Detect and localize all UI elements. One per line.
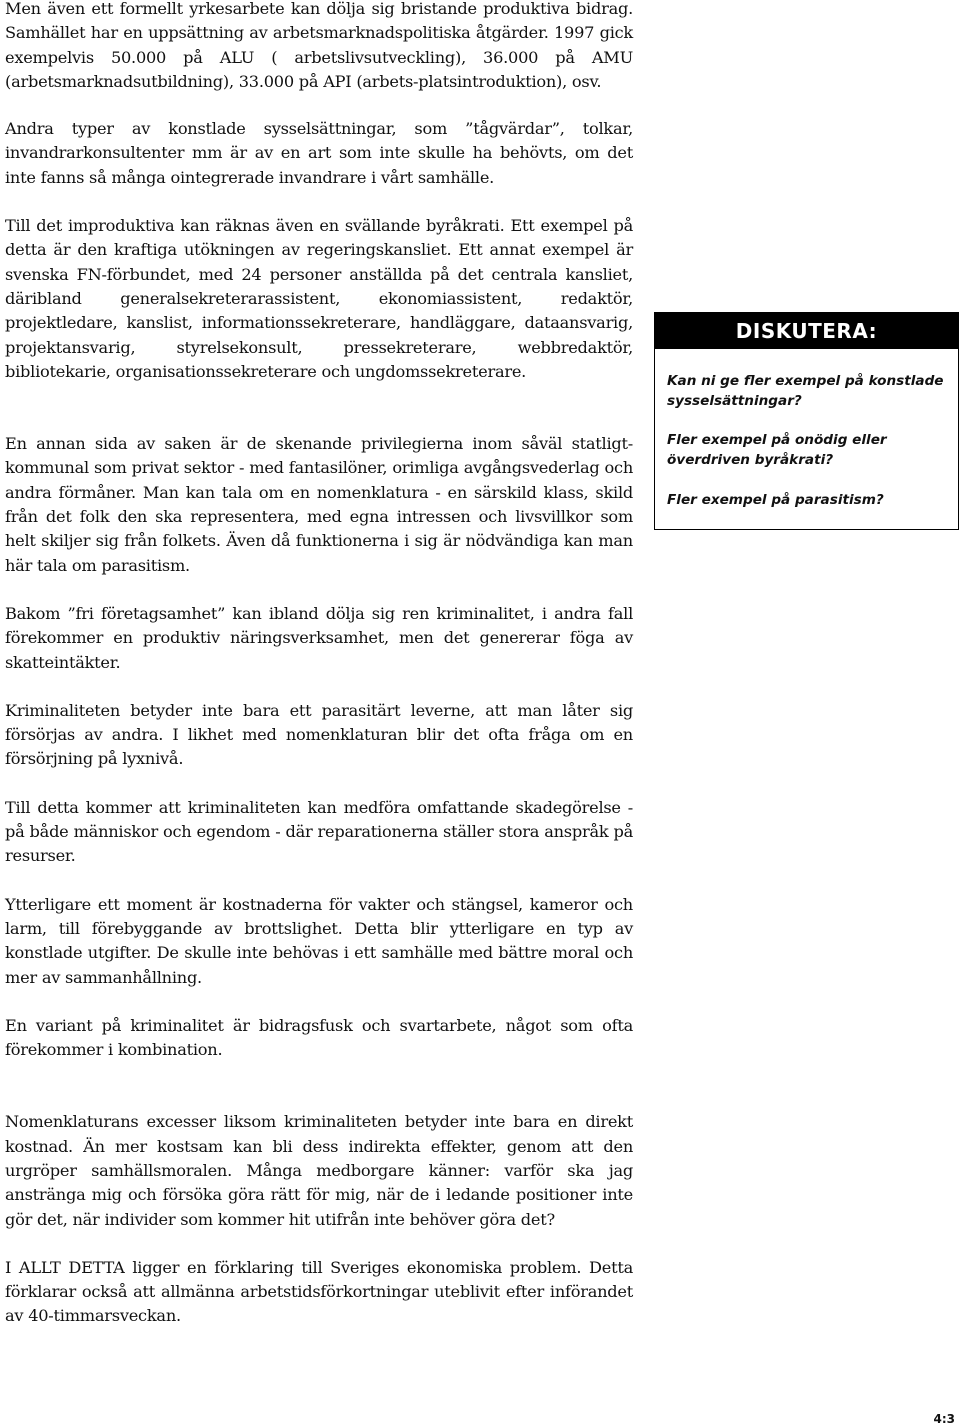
discussion-box [654,312,959,530]
paragraph-10: Nomenklaturans excesser liksom kriminaliteten betyder inte bara en direkt kostnad. Än mer kostsam kan bli dess indirekta effekter, genom att den urgröper samhällsmoralen. Många medborgare känner: varför ska jag anstränga mig och försöka göra rätt för mig, när de i ledande positioner inte gör det, när individer som kommer hit utifrån inte behöver göra det? [5,1112,633,1229]
main-text-column [5,0,633,1329]
discussion-question-3: Fler exempel på parasitism? [667,492,884,508]
paragraph-4: En annan sida av saken är de skenande privilegierna inom såväl statligt-kommunal som privat sektor - med fantasilöner, orimliga avgångsvederlag och andra förmåner. Man kan tala om en nomenklatura - en särskild klass, skild från det folk den ska representera, med egna intressen och livsvillkor som helt skiljer sig från folkets. Även då funktionerna i sig är nödvändiga kan man här tala om parasitism. [5,434,633,575]
paragraph-8: Ytterligare ett moment är kostnaderna för vakter och stängsel, kameror och larm, till förebyggande av brottslighet. Detta blir ytterligare en typ av konstlade utgifter. De skulle inte behövas i ett samhälle med bättre moral och mer av sammanhållning. [5,894,633,987]
discussion-heading: DISKUTERA: [655,313,958,349]
discussion-question-2: Fler exempel på onödig eller överdriven byråkrati? [667,432,887,468]
paragraph-1: Men även ett formellt yrkesarbete kan dölja sig bristande produktiva bidrag. Samhället har en uppsättning av arbetsmarknadspolitiska åtgärder. 1997 gick exempelvis 50.000 på ALU ( arbetslivsutveckling), 36.000 på AMU (arbetsmarknadsutbildning), 33.000 på API (arbets-platsintroduktion), osv. [5,0,633,91]
paragraph-11: I ALLT DETTA ligger en förklaring till Sveriges ekonomiska problem. Detta förklarar också att allmänna arbetstidsförkortningar uteblivit efter införandet av 40-timmarsveckan. [5,1257,633,1326]
paragraph-2: Andra typer av konstlade sysselsättningar, som ”tågvärdar”, tolkar, invandrarkonsultenter mm är av en art som inte skulle ha behövts, om det inte fanns så många ointegrerade invandrare i vårt samhälle. [5,119,633,187]
paragraph-6: Kriminaliteten betyder inte bara ett parasitärt leverne, att man låter sig försörjas av andra. I likhet med nomenklaturan blir det ofta fråga om en försörjning på lyxnivå. [5,700,633,769]
paragraph-7: Till detta kommer att kriminaliteten kan medföra omfattande skadegörelse - på både människor och egendom - där reparationerna ställer stora anspråk på resurser. [5,797,633,866]
paragraph-3: Till det improduktiva kan räknas även en svällande byråkrati. Ett exempel på detta är den kraftiga utökningen av regeringskansliet. Ett annat exempel är svenska FN-förbundet, med 24 personer anställda på det centrala kansliet, däribland generalsekreterarassistent, ekonomiassistent, redaktör, projektledare, kanslist, informationssekreterare, handläggare, dataansvarig, projektansvarig, styrelsekonsult, pressekreterare, webbredaktör, bibliotekarie, organisationssekreterare och ungdomssekreterare. [5,216,633,381]
paragraph-9: En variant på kriminalitet är bidragsfusk och svartarbete, något som ofta förekommer i kombination. [5,1015,633,1060]
paragraph-5: Bakom ”fri företagsamhet” kan ibland dölja sig ren kriminalitet, i andra fall förekommer en produktiv näringsverksamhet, men det genererar föga av skatteintäkter. [5,603,633,672]
discussion-question-1: Kan ni ge fler exempel på konstlade sysselsättningar? [667,373,944,409]
page-number: 4:3 [933,1412,955,1426]
